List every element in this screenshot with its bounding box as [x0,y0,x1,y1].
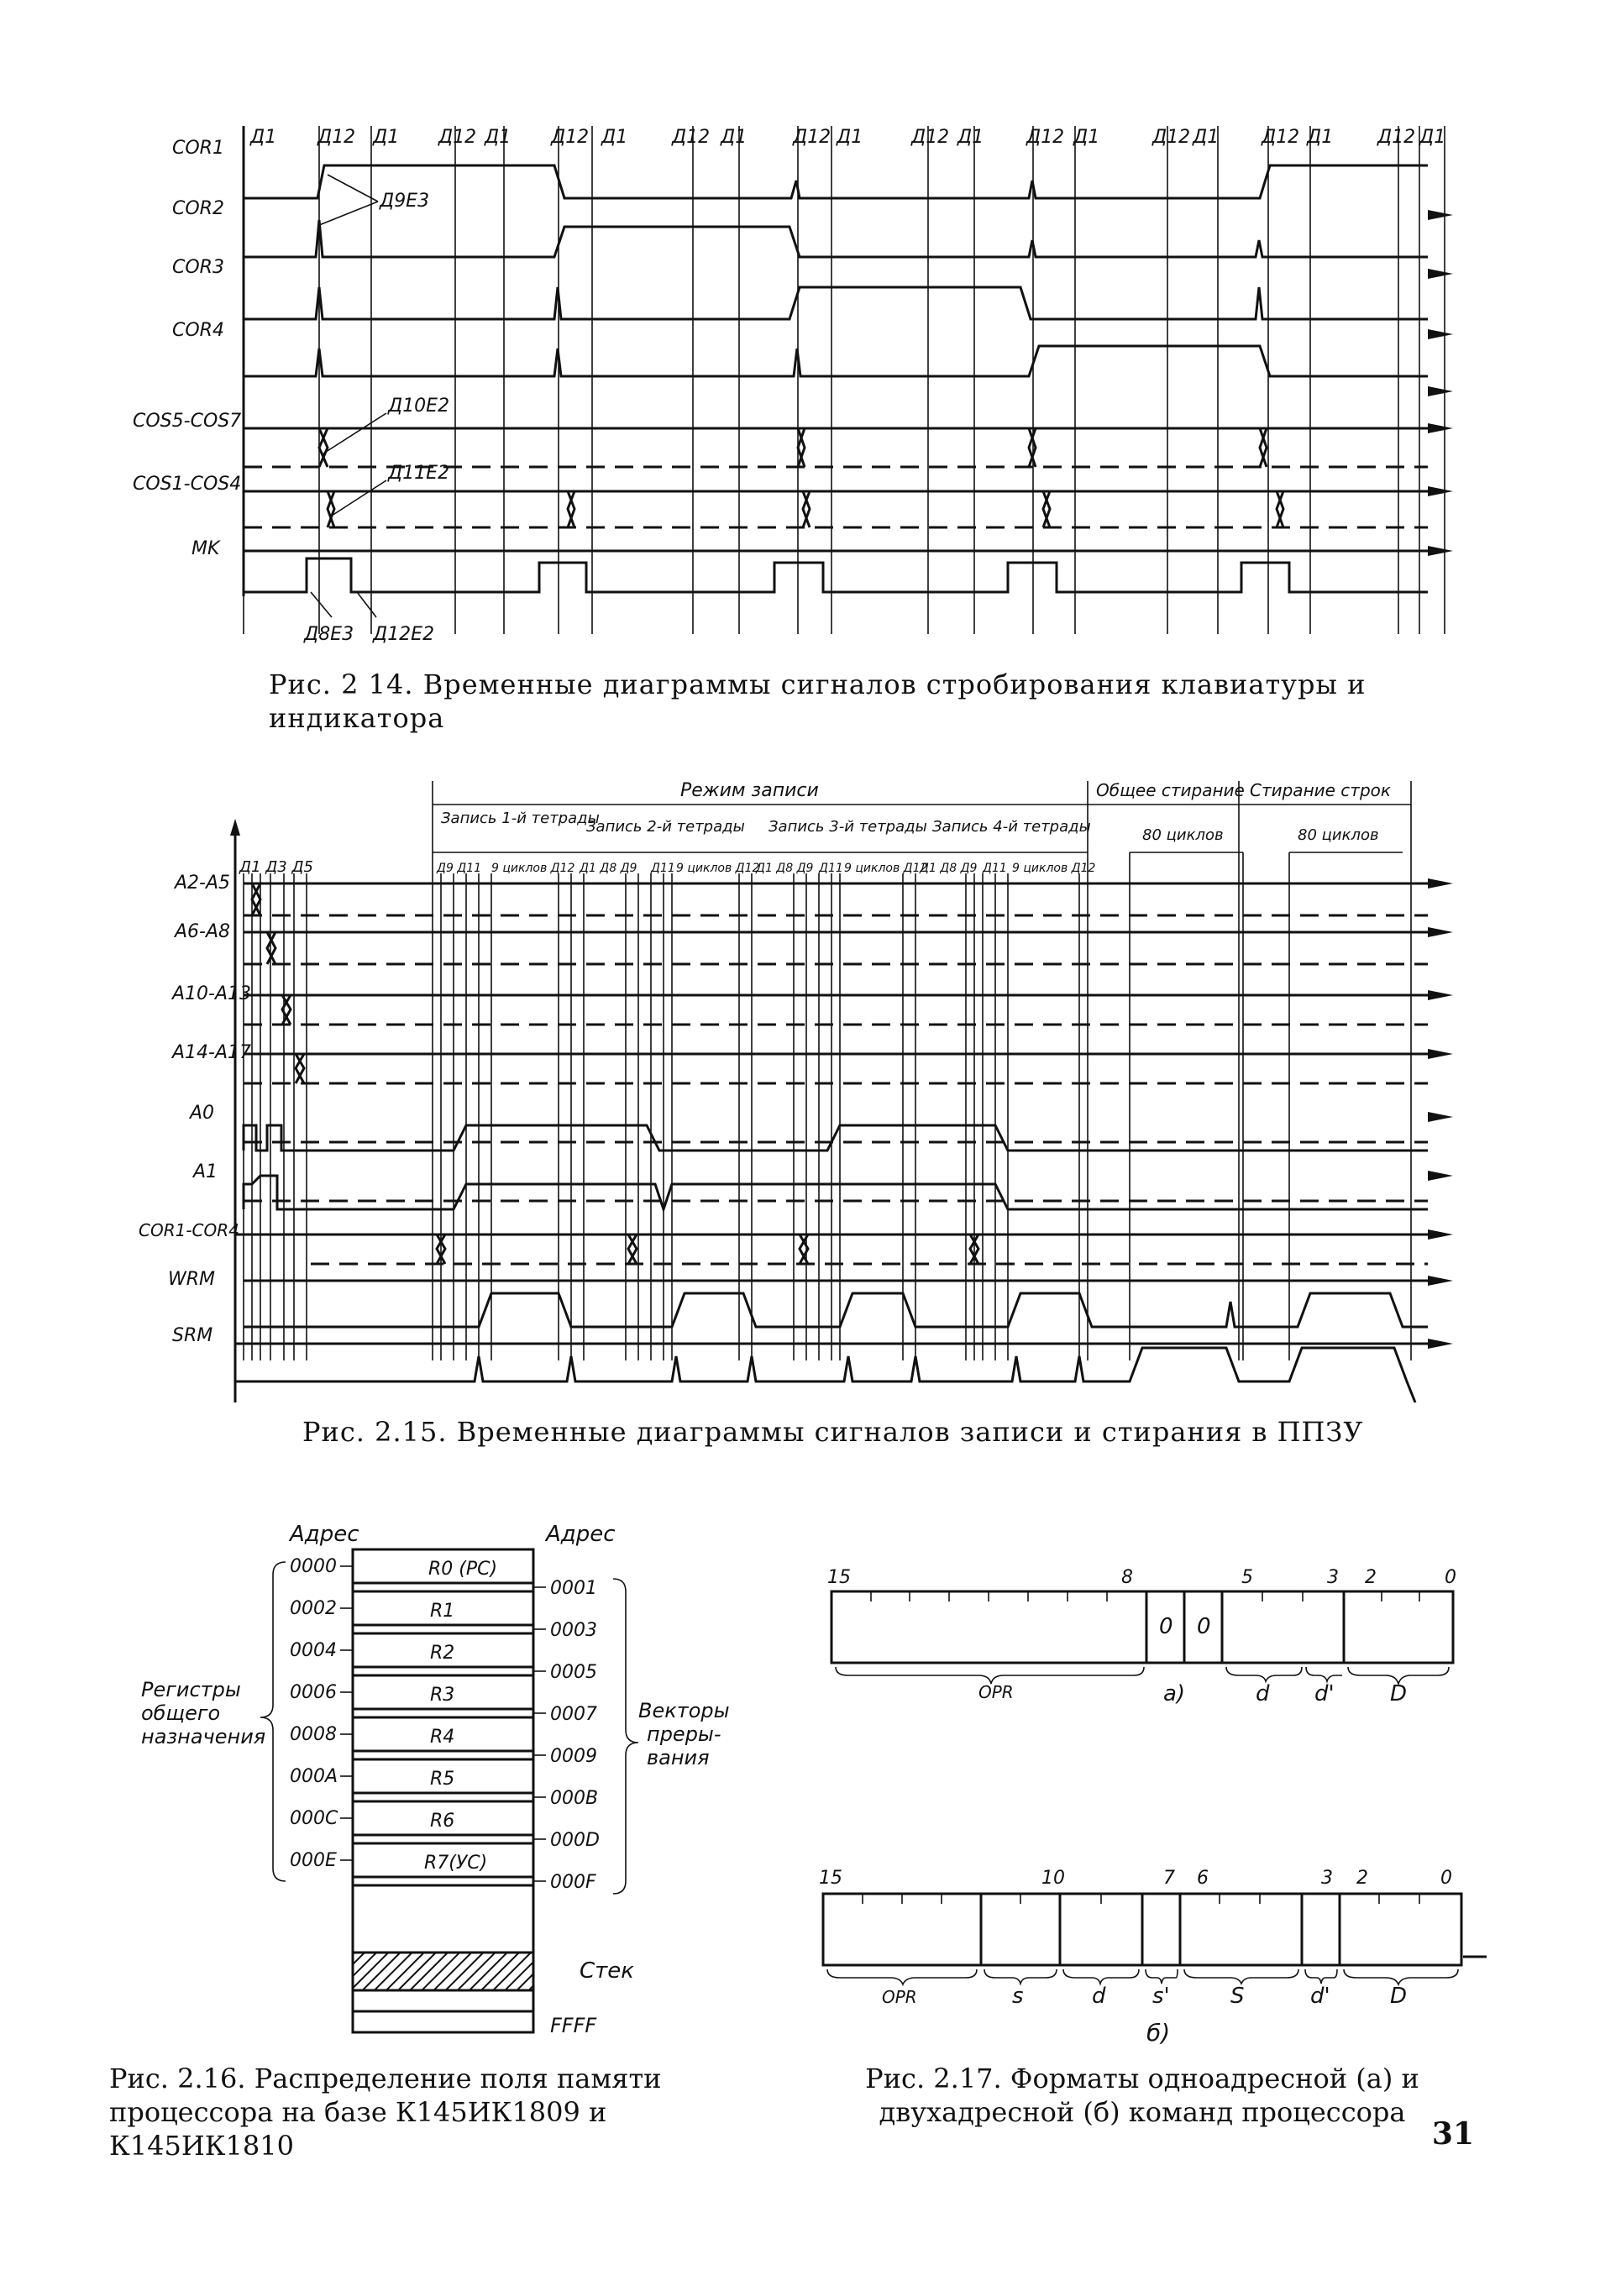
left-group-line3: назначения [141,1725,266,1748]
fig215-caption: Рис. 2.15. Временные диаграммы сигналов записи и стирания в ППЗУ [302,1416,1364,1448]
b-field-D: D [1390,1984,1408,2009]
register-label: R4 [430,1727,455,1748]
annot-d11e2: Д11Е2 [388,463,450,484]
left-addr: 0008 [290,1724,337,1745]
a0-waveform [244,1125,1428,1151]
b-bit-10: 10 [1041,1868,1065,1889]
start-ticks: Д1 Д3 Д5 [239,858,313,876]
b-field-s: s [1012,1984,1024,2009]
left-group-line1: Регистры [141,1678,241,1701]
tick-label: Д1 [1073,127,1100,148]
left-group-line2: общего [141,1701,221,1725]
right-addr: 0009 [550,1746,597,1767]
tick-label: Д12 [438,127,477,148]
tick-label: Д1 [601,127,628,148]
a-bit-5: 5 [1241,1567,1253,1588]
a-field-d: d [1256,1681,1270,1706]
annot-d10e2: Д10Е2 [388,396,450,417]
cor3-waveform [244,287,1428,319]
a-bit-2: 2 [1365,1567,1377,1588]
left-addr: 000E [290,1850,337,1871]
tick-label: Д12 [1262,127,1300,148]
register-label: R1 [430,1601,455,1622]
left-addr: 000C [290,1808,338,1829]
addr-header-left: Адрес [290,1522,359,1547]
a-zero-1: 0 [1159,1614,1173,1639]
tick-label: Д12 [1152,127,1191,148]
b-field-S: S [1230,1984,1245,2009]
tick-label: Д1 [837,127,863,148]
sig-label-a14a17: A14-A17 [172,1042,252,1063]
end-addr-label: FFFF [550,2014,597,2037]
right-addr: 0005 [550,1662,597,1683]
phase-1-label: Запись 1-й тетрады [441,810,600,827]
phase-tick: 9 циклов Д12 [491,862,575,875]
tick-label: Д12 [672,127,711,148]
sig-label-srm: SRM [172,1325,213,1346]
annot-d8e3: Д8Е3 [304,624,354,645]
erase-all-label: Общее стирание [1096,780,1245,800]
sig-label-a2a5: A2-A5 [175,873,231,894]
phase-2-label: Запись 2-й тетрады [586,818,745,836]
stack-region [353,1953,533,1990]
cycles-80-a: 80 циклов [1142,826,1224,844]
phase-4-label: Запись 4-й тетрады [932,818,1091,836]
right-group-line3: вания [647,1746,710,1769]
cor2-waveform [244,220,1428,257]
phase-tick: 9 циклов Д12 [844,862,928,875]
addr-header-right: Адрес [546,1522,616,1547]
sig-label-cor2: COR2 [172,198,224,219]
register-label: R5 [430,1769,455,1790]
tick-label: Д12 [317,127,356,148]
right-addr: 000D [550,1830,600,1851]
phase-tick: Д11 [983,862,1007,875]
a-bit-15: 15 [827,1567,851,1588]
cor4-waveform [244,346,1428,376]
phase-tick: 9 циклов Д12 [676,862,760,875]
left-addr: 0004 [290,1640,337,1661]
tick-label: Д12 [1026,127,1065,148]
phase-tick: 9 циклов Д12 [1012,862,1096,875]
fig215-gridlines [244,873,1079,1360]
erase-rows-label: Стирание строк [1250,780,1391,800]
format-b-label: б) [1146,2019,1171,2047]
right-addr: 000B [550,1788,599,1809]
fig217-caption: Рис. 2.17. Форматы одноадресной (а) и двухадресной (б) команд процессора [865,2063,1419,2128]
a-bit-0: 0 [1445,1567,1456,1588]
sig-label-cos5: COS5-COS7 [133,411,242,432]
phase-tick: Д11 [819,862,843,875]
fig214-labels [133,127,1445,645]
tick-label: Д12 [551,127,590,148]
register-label: R7(УС) [424,1853,488,1874]
b-bit-6: 6 [1197,1868,1209,1889]
instruction-format-figure [823,1591,1487,1984]
fig214-arrows [1428,210,1453,556]
sig-label-a10a13: A10-A13 [172,983,252,1004]
tick-label: Д1 [485,127,511,148]
left-addr: 0000 [290,1556,337,1577]
tick-label: Д1 [250,127,277,148]
a-field-D: D [1390,1681,1408,1706]
phase-tick: Д11 [651,862,675,875]
b-field-d: d [1092,1984,1106,2009]
right-addr: 0007 [550,1704,597,1725]
a-bit-8: 8 [1121,1567,1133,1588]
tick-label: Д12 [911,127,950,148]
phase-tick: Д9 Д11 [437,862,482,875]
phase-tick: Д1 Д8 Д9 [756,862,814,875]
mk-waveform [244,558,1428,592]
b-bit-2: 2 [1356,1868,1368,1889]
fig215-labels [139,780,1391,1346]
sig-label-cor3: COR3 [172,257,224,278]
sig-label-wrm: WRM [168,1269,216,1290]
sig-label-a6a8: A6-A8 [175,921,231,942]
cos5-cos7-bus [244,428,1428,467]
phase-tick: Д1 Д8 Д9 [580,862,637,875]
b-bit-15: 15 [819,1868,842,1889]
sig-label-cor1cor4: COR1-COR4 [139,1220,239,1240]
format-a-label: а) [1163,1681,1186,1706]
sig-label-a1: A1 [193,1161,218,1182]
fig214-caption: Рис. 2 14. Временные диаграммы сигналов стробирования клавиатуры и индикатора [269,668,1367,734]
b-field-s-prime: s' [1152,1984,1170,2009]
format-b-register [823,1894,1487,1984]
a-zero-2: 0 [1197,1614,1211,1639]
left-addr: 000A [290,1766,338,1787]
mode-write-label: Режим записи [680,780,819,801]
right-addr: 000F [550,1872,596,1893]
fig215-arrows [230,819,1453,1349]
tick-label: Д1 [721,127,748,148]
annot-d9e3: Д9Е3 [380,191,430,212]
sig-label-cos1: COS1-COS4 [133,474,242,495]
tick-label: Д1 [1307,127,1334,148]
tick-label: Д12 [1377,127,1416,148]
a-bit-3: 3 [1327,1567,1339,1588]
left-addr: 0002 [290,1598,337,1619]
sig-label-mk: MK [191,538,220,559]
right-addr: 0003 [550,1620,597,1641]
format-a-register [831,1591,1453,1684]
cycles-80-b: 80 циклов [1298,826,1379,844]
phase-3-label: Запись 3-й тетрады [769,818,927,836]
phase-tick: Д1 Д8 Д9 [920,862,978,875]
left-addr: 0006 [290,1682,337,1703]
b-bit-7: 7 [1163,1868,1175,1889]
tick-label: Д12 [793,127,831,148]
sig-label-cor4: COR4 [172,320,224,341]
page-number: 31 [1431,2116,1474,2152]
right-group-line2: преры- [647,1722,721,1746]
annot-d12e2: Д12Е2 [373,624,435,645]
a-field-d-prime: d' [1314,1681,1335,1706]
right-brace [613,1579,638,1894]
tick-label: Д1 [1419,127,1446,148]
tick-label: Д1 [1193,127,1220,148]
sig-label-a0: A0 [190,1103,215,1124]
address-buses [244,883,1428,1083]
tick-label: Д1 [373,127,400,148]
right-addr: 0001 [550,1578,597,1599]
cos1-cos4-bus [244,491,1428,527]
register-label: R6 [430,1811,455,1832]
b-bit-0: 0 [1440,1868,1452,1889]
wrm-waveform [244,1293,1428,1327]
b-field-d-prime: d' [1310,1984,1330,2009]
b-bit-3: 3 [1321,1868,1333,1889]
right-group-line1: Векторы [638,1699,730,1722]
a-field-opr: OPR [978,1682,1014,1702]
sig-label-cor1: COR1 [172,138,224,159]
b-field-opr: OPR [882,1987,917,2007]
tick-label: Д1 [957,127,984,148]
a1-waveform [244,1176,1428,1209]
register-label: R2 [430,1643,455,1664]
fig216-caption: Рис. 2.16. Распределение поля памяти процессора на базе К145ИК1809 и К145ИК1810 [109,2063,662,2162]
register-label: R3 [430,1685,455,1706]
left-brace [260,1562,286,1881]
stack-label: Стек [580,1958,634,1984]
register-label: R0 (PC) [428,1559,498,1580]
